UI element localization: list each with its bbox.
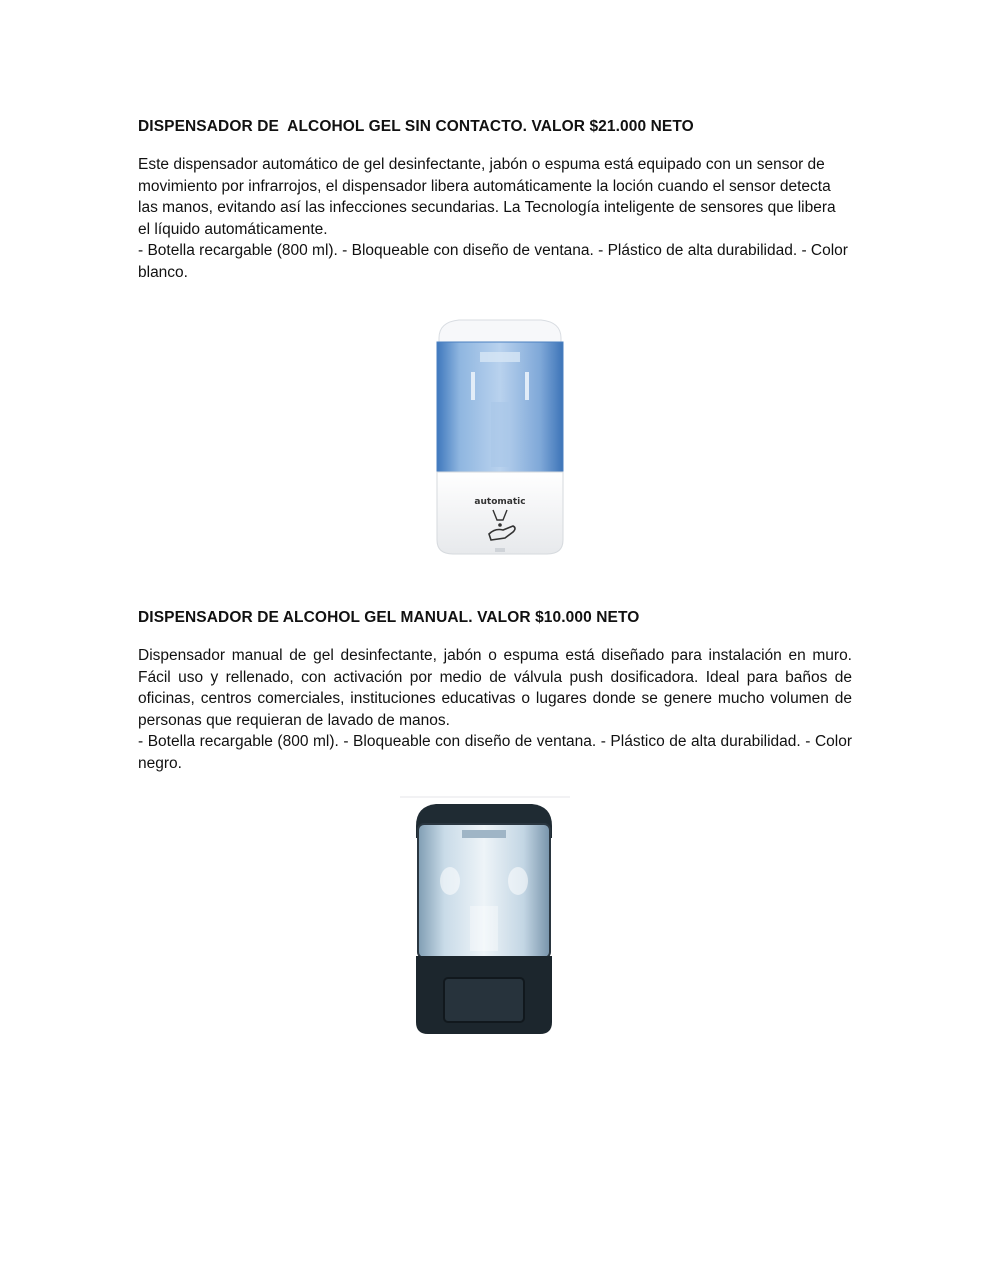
automatic-label: automatic bbox=[474, 497, 526, 507]
product-title: DISPENSADOR DE ALCOHOL GEL SIN CONTACTO. VALOR $21.000 NETO bbox=[138, 118, 694, 135]
product-description: Este dispensador automático de gel desinfectante, jabón o espuma está equipado con un sensor de movimiento por infrarrojos, el dispensador libera automáticamente la loción cuando el sensor detecta las manos, evitando así las infecciones secundarias. La Tecnología inteligente de sensores que libera el líquido automáticamente. bbox=[138, 156, 836, 238]
automatic-dispenser-image bbox=[425, 312, 575, 568]
product-description-block bbox=[138, 645, 852, 775]
product-description: Dispensador manual de gel desinfectante, jabón o espuma está diseñado para instalación en muro. Fácil uso y rellenado, con activación por medio de válvula push dosificadora. Ideal para baños de oficinas, centros comerciales, instituciones educativas o lugares donde se genere mucho volumen de personas que requieran de lavado de manos. bbox=[138, 647, 852, 729]
product-features: - Botella recargable (800 ml). - Bloqueable con diseño de ventana. - Plástico de alta durabilidad. - Color blanco. bbox=[138, 242, 848, 281]
manual-dispenser-image bbox=[400, 796, 570, 1041]
product-title: DISPENSADOR DE ALCOHOL GEL MANUAL. VALOR $10.000 NETO bbox=[138, 609, 640, 626]
product-features: - Botella recargable (800 ml). - Bloqueable con diseño de ventana. - Plástico de alta durabilidad. - Color negro. bbox=[138, 733, 852, 772]
product-description-block bbox=[138, 154, 850, 284]
